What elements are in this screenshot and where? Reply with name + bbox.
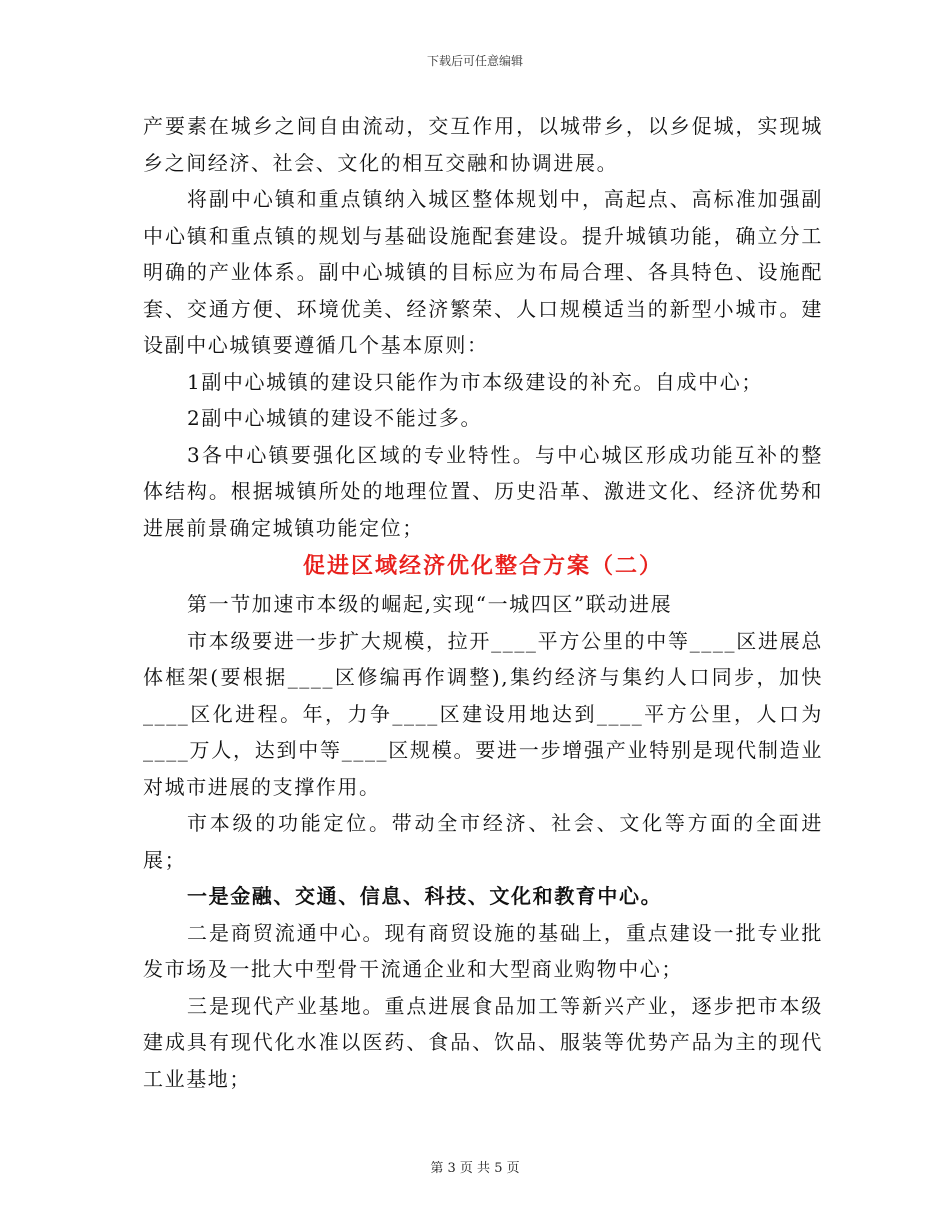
document-body <box>143 108 823 1097</box>
principle-1: 1副中心城镇的建设只能作为市本级建设的补充。自成中心； <box>187 369 763 394</box>
page-footer: 第 3 页 共 5 页 <box>430 1161 520 1176</box>
paragraph-expansion: 市本级要进一步扩大规模，拉开____平方公里的中等____区进展总体框架(要根据____区修编再作调整),集约经济与集约人口同步，加快____区化进程。年，力争____区建设用地达到____平方公里，人口为____万人，达到中等____区规模。要进一步增强产业特别是现代制造业对城市进展的支撑作用。 <box>143 628 823 799</box>
principle-2: 2副中心城镇的建设不能过多。 <box>187 406 483 430</box>
paragraph-function-positioning: 市本级的功能定位。带动全市经济、社会、文化等方面的全面进展； <box>143 811 823 872</box>
item-one-bold: 一是金融、交通、信息、科技、文化和教育中心。 <box>187 884 663 908</box>
paragraph-subcenter-planning: 将副中心镇和重点镇纳入城区整体规划中，高起点、高标准加强副中心镇和重点镇的规划与基础设施配套建设。提升城镇功能，确立分工明确的产业体系。副中心城镇的目标应为布局合理、各具特色、设施配套、交通方便、环境优美、经济繁荣、人口规模适当的新型小城市。建设副中心城镇要遵循几个基本原则： <box>143 187 823 357</box>
section-title: 促进区域经济优化整合方案（二） <box>302 553 663 579</box>
page-header: 下载后可任意编辑 <box>426 54 523 68</box>
paragraph-continuation: 产要素在城乡之间自由流动，交互作用，以城带乡，以乡促城，实现城乡之间经济、社会、文化的相互交融和协调进展。 <box>143 114 823 175</box>
section-heading: 第一节加速市本级的崛起,实现“一城四区”联动进展 <box>187 592 673 616</box>
item-three: 三是现代产业基地。重点进展食品加工等新兴产业，逐步把市本级建成具有现代化水准以医药、食品、饮品、服装等优势产品为主的现代工业基地； <box>143 993 823 1091</box>
principle-3: 3各中心镇要强化区域的专业特性。与中心城区形成功能互补的整体结构。根据城镇所处的地理位置、历史沿革、激进文化、经济优势和进展前景确定城镇功能定位； <box>143 442 823 540</box>
item-two: 二是商贸流通中心。现有商贸设施的基础上，重点建设一批专业批发市场及一批大中型骨干流通企业和大型商业购物中心； <box>143 920 823 981</box>
